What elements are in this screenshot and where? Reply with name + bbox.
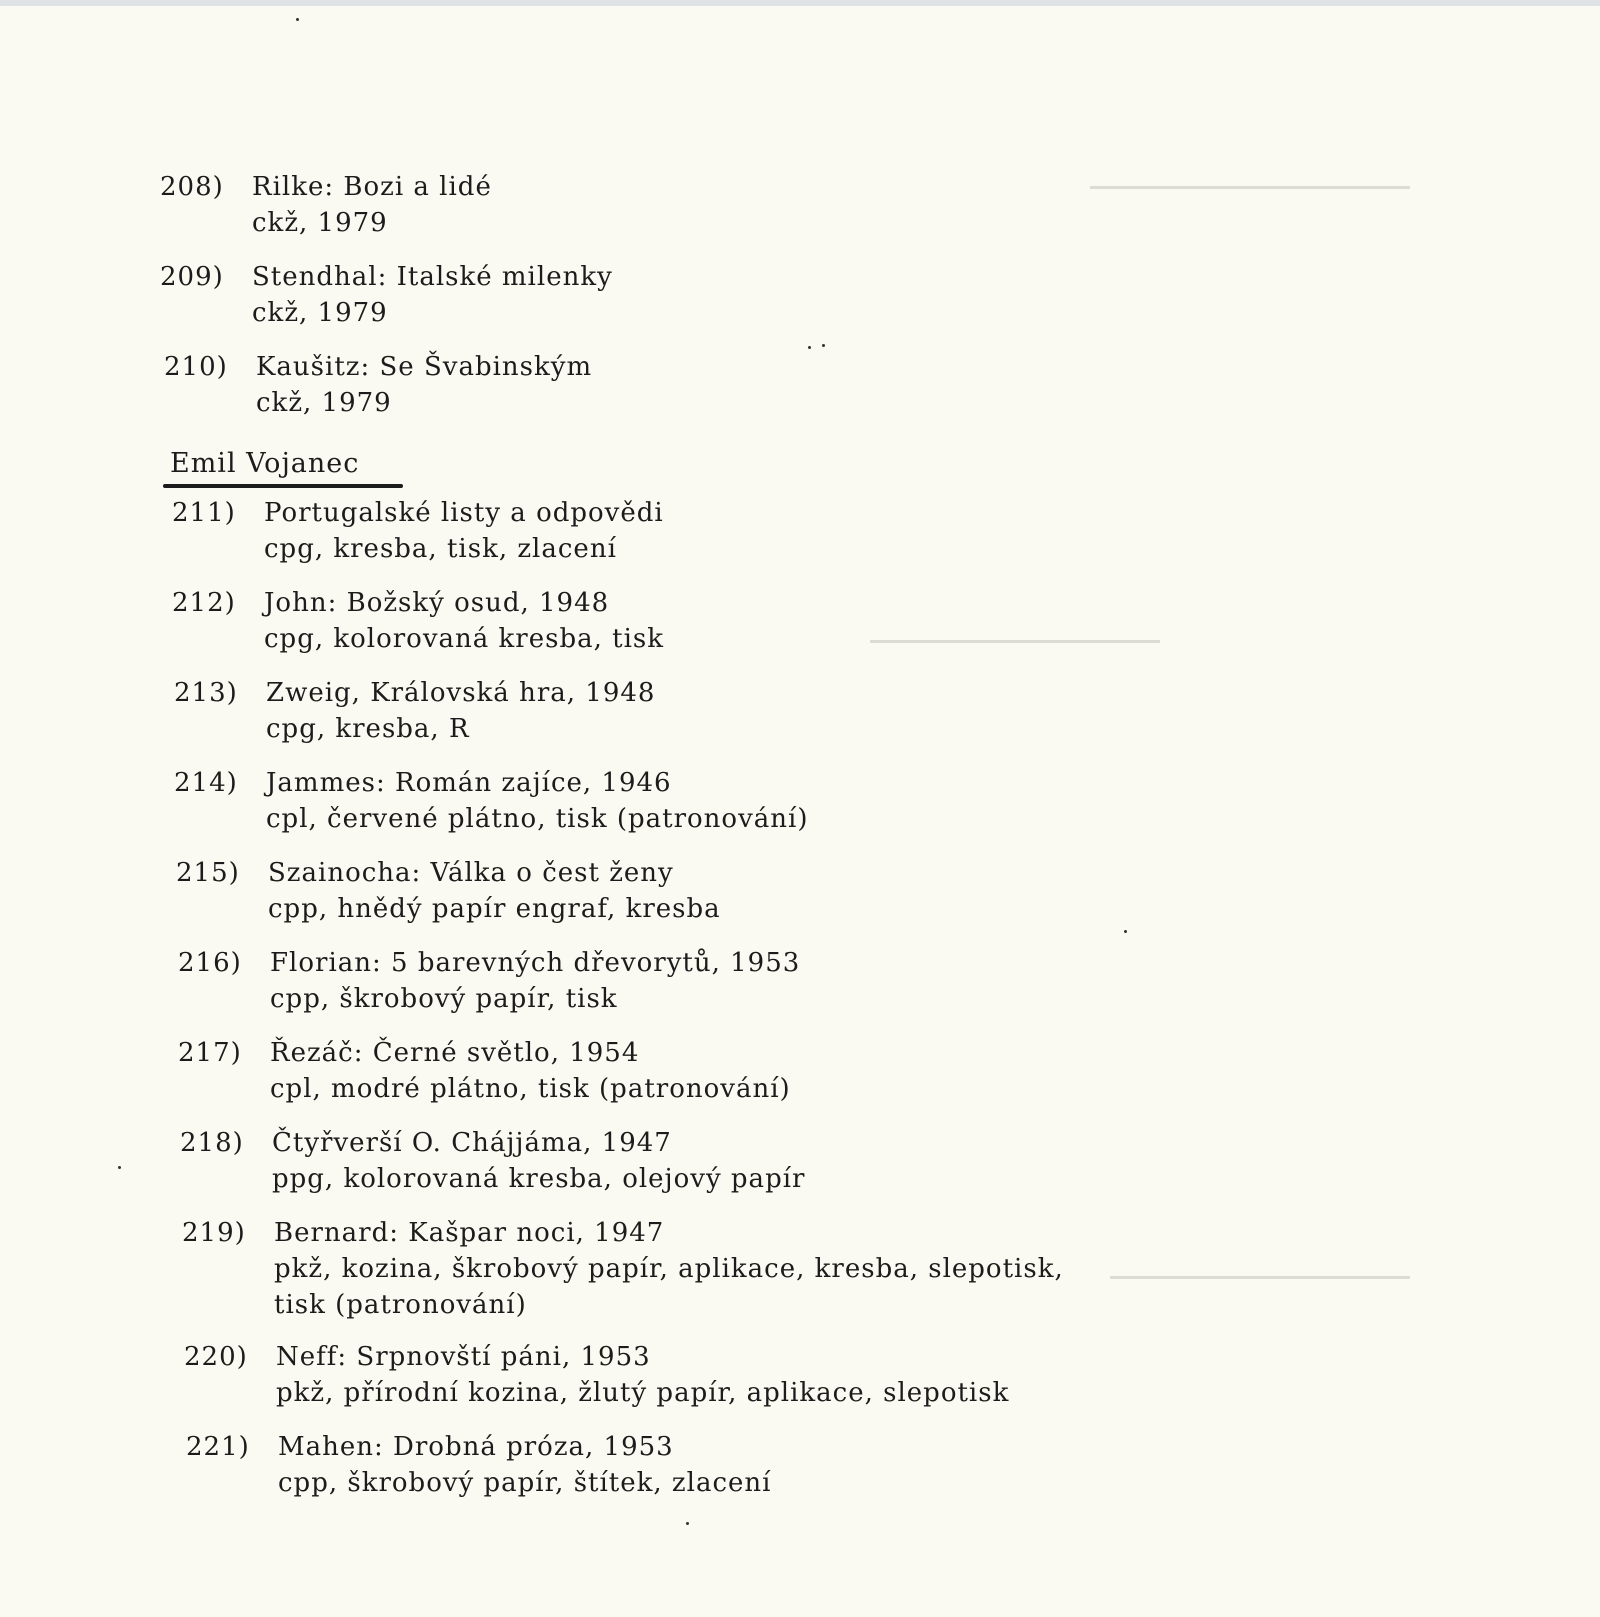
entry-title: Florian: 5 barevných dřevorytů, 1953 <box>270 948 801 978</box>
entry-title: Stendhal: Italské milenky <box>252 262 613 292</box>
entry-title: John: Božský osud, 1948 <box>264 588 610 618</box>
entry-description: ppg, kolorovaná kresba, olejový papír <box>272 1164 806 1194</box>
entry-description: cpp, škrobový papír, štítek, zlacení <box>278 1468 772 1498</box>
entry-number: 221) <box>186 1432 250 1462</box>
entry-number: 219) <box>182 1218 246 1248</box>
heading-underline <box>163 484 403 488</box>
entry-description: cpg, kolorovaná kresba, tisk <box>264 624 664 654</box>
dust-speck <box>1124 930 1127 933</box>
entry-title: Zweig, Královská hra, 1948 <box>266 678 656 708</box>
entry-title: Rilke: Bozi a lidé <box>252 172 492 202</box>
entry-number: 220) <box>184 1342 248 1372</box>
dust-speck <box>686 1522 689 1525</box>
entry-number: 210) <box>164 352 228 382</box>
entry-description-continued: tisk (patronování) <box>274 1290 527 1320</box>
entry-number: 208) <box>160 172 224 202</box>
entry-title: Mahen: Drobná próza, 1953 <box>278 1432 674 1462</box>
entry-description: ckž, 1979 <box>252 298 388 328</box>
entry-number: 211) <box>172 498 236 528</box>
dust-speck <box>822 344 825 347</box>
entry-description: pkž, kozina, škrobový papír, aplikace, kresba, slepotisk, <box>274 1254 1064 1284</box>
entry-description: cpp, škrobový papír, tisk <box>270 984 618 1014</box>
entry-title: Neff: Srpnovští páni, 1953 <box>276 1342 651 1372</box>
entry-title: Kaušitz: Se Švabinským <box>256 352 593 382</box>
entry-description: cpl, červené plátno, tisk (patronování) <box>266 804 809 834</box>
entry-number: 217) <box>178 1038 242 1068</box>
entry-number: 209) <box>160 262 224 292</box>
show-through-rule-2 <box>870 640 1160 643</box>
entry-title: Jammes: Román zajíce, 1946 <box>266 768 672 798</box>
show-through-rule-3 <box>1110 1276 1410 1279</box>
entry-description: cpg, kresba, R <box>266 714 470 744</box>
dust-speck <box>118 1166 121 1169</box>
entry-number: 218) <box>180 1128 244 1158</box>
dust-speck <box>296 18 299 21</box>
entry-description: ckž, 1979 <box>256 388 392 418</box>
entry-title: Portugalské listy a odpovědi <box>264 498 664 528</box>
entry-number: 213) <box>174 678 238 708</box>
entry-title: Szainocha: Válka o čest ženy <box>268 858 674 888</box>
entry-description: cpl, modré plátno, tisk (patronování) <box>270 1074 791 1104</box>
show-through-rule-1 <box>1090 186 1410 189</box>
entry-number: 214) <box>174 768 238 798</box>
entry-description: cpp, hnědý papír engraf, kresba <box>268 894 721 924</box>
dust-speck <box>808 346 811 349</box>
entry-title: Řezáč: Černé světlo, 1954 <box>270 1038 640 1068</box>
entry-title: Čtyřverší O. Chájjáma, 1947 <box>272 1128 672 1158</box>
entry-title: Bernard: Kašpar noci, 1947 <box>274 1218 665 1248</box>
author-heading: Emil Vojanec <box>170 448 360 479</box>
entry-description: ckž, 1979 <box>252 208 388 238</box>
entry-description: pkž, přírodní kozina, žlutý papír, aplikace, slepotisk <box>276 1378 1010 1408</box>
entry-number: 216) <box>178 948 242 978</box>
entry-description: cpg, kresba, tisk, zlacení <box>264 534 617 564</box>
entry-number: 215) <box>176 858 240 888</box>
entry-number: 212) <box>172 588 236 618</box>
